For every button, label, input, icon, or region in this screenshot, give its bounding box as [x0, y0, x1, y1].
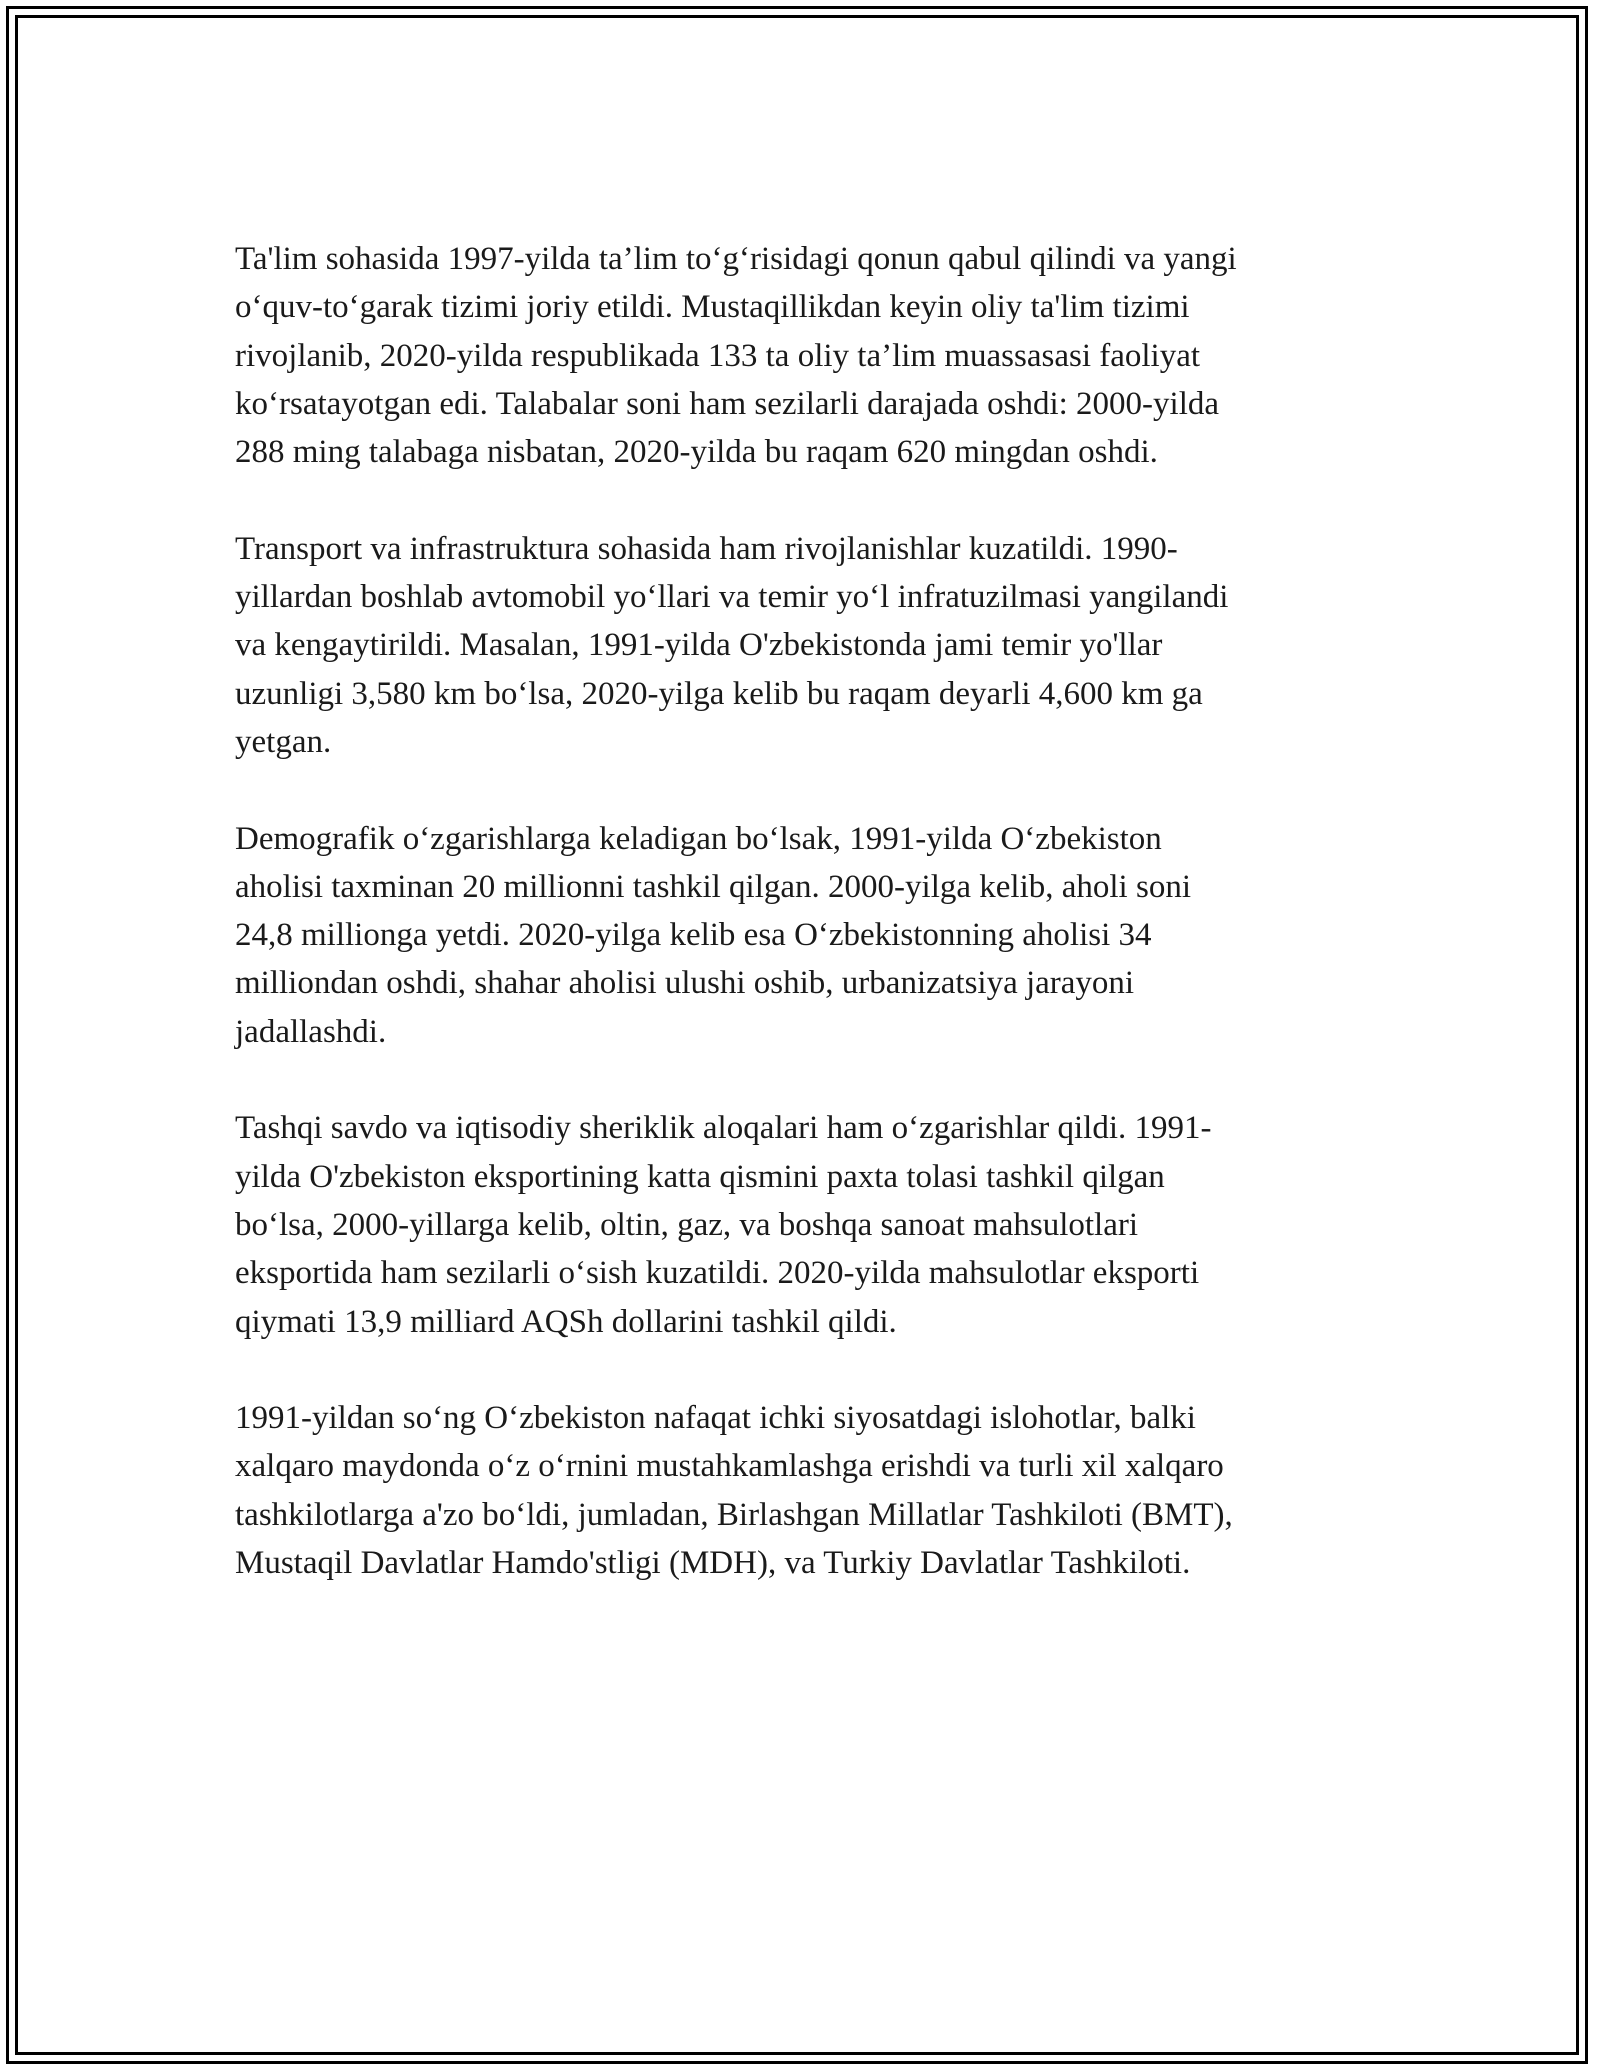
- text-line: yetgan.: [235, 723, 332, 760]
- paragraph-foreign-trade: [235, 1104, 1365, 1345]
- paragraph-demographics: [235, 815, 1365, 1056]
- text-line: Transport va infrastruktura sohasida ham rivojlanishlar kuzatildi. 1990-: [235, 530, 1178, 567]
- text-line: Mustaqil Davlatlar Hamdo'stligi (MDH), va Turkiy Davlatlar Tashkiloti.: [235, 1545, 1191, 1582]
- text-line: 1991-yildan so‘ng O‘zbekiston nafaqat ichki siyosatdagi islohotlar, balki: [235, 1400, 1196, 1437]
- text-line: eksportida ham sezilarli o‘sish kuzatildi. 2020-yilda mahsulotlar eksporti: [235, 1255, 1200, 1292]
- text-line: yilda O'zbekiston eksportining katta qismini paxta tolasi tashkil qilgan: [235, 1158, 1165, 1195]
- text-line: aholisi taxminan 20 millionni tashkil qilgan. 2000-yilga kelib, aholi soni: [235, 868, 1191, 905]
- text-line: yillardan boshlab avtomobil yo‘llari va temir yo‘l infratuzilmasi yangilandi: [235, 579, 1229, 616]
- text-line: o‘quv-to‘garak tizimi joriy etildi. Mustaqillikdan keyin oliy ta'lim tizimi: [235, 289, 1190, 326]
- text-line: tashkilotlarga a'zo bo‘ldi, jumladan, Birlashgan Millatlar Tashkiloti (BMT),: [235, 1496, 1233, 1533]
- text-line: 288 ming talabaga nisbatan, 2020-yilda bu raqam 620 mingdan oshdi.: [235, 434, 1158, 471]
- text-line: bo‘lsa, 2000-yillarga kelib, oltin, gaz, va boshqa sanoat mahsulotlari: [235, 1206, 1139, 1243]
- text-line: Tashqi savdo va iqtisodiy sheriklik aloqalari ham o‘zgarishlar qildi. 1991-: [235, 1110, 1212, 1147]
- text-line: uzunligi 3,580 km bo‘lsa, 2020-yilga kelib bu raqam deyarli 4,600 km ga: [235, 675, 1203, 712]
- text-line: jadallashdi.: [235, 1013, 387, 1050]
- text-line: qiymati 13,9 milliard AQSh dollarini tashkil qildi.: [235, 1303, 897, 1340]
- document-body: [235, 235, 1365, 1587]
- text-line: Demografik o‘zgarishlarga keladigan bo‘lsak, 1991-yilda O‘zbekiston: [235, 820, 1162, 857]
- paragraph-transport: [235, 525, 1365, 766]
- text-line: va kengaytirildi. Masalan, 1991-yilda O'zbekistonda jami temir yo'llar: [235, 627, 1163, 664]
- text-line: ko‘rsatayotgan edi. Talabalar soni ham sezilarli darajada oshdi: 2000-yilda: [235, 385, 1220, 422]
- paragraph-international-relations: [235, 1394, 1365, 1587]
- text-line: 24,8 millionga yetdi. 2020-yilga kelib esa O‘zbekistonning aholisi 34: [235, 917, 1152, 954]
- text-line: Ta'lim sohasida 1997-yilda ta’lim to‘g‘risidagi qonun qabul qilindi va yangi: [235, 241, 1237, 277]
- paragraph-education: [235, 235, 1365, 476]
- text-line: rivojlanib, 2020-yilda respublikada 133 ta oliy ta’lim muassasasi faoliyat: [235, 337, 1201, 374]
- text-line: xalqaro maydonda o‘z o‘rnini mustahkamlashga erishdi va turli xil xalqaro: [235, 1448, 1224, 1485]
- text-line: milliondan oshdi, shahar aholisi ulushi oshib, urbanizatsiya jarayoni: [235, 965, 1135, 1002]
